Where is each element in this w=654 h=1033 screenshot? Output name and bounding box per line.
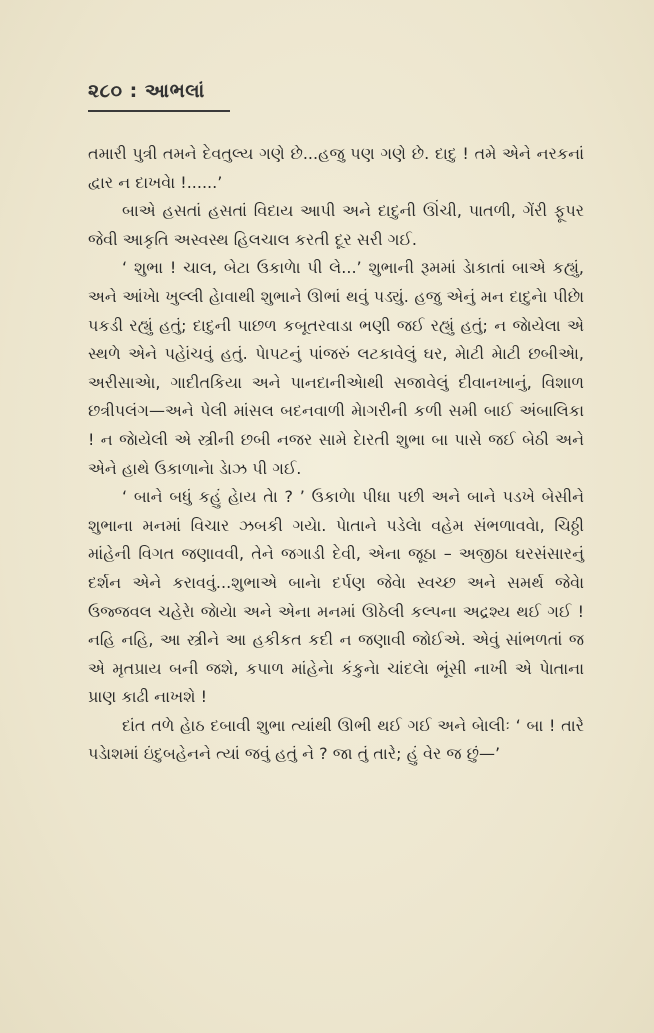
page-number: ૨૮૦ [88,80,123,102]
running-header [88,80,205,102]
paragraph: ‘ બાને બધું કહું હેાય તેા ? ’ ઉકાળેા પીધા પછી અને બાને પડખે બેસીને શુભાના મનમાં વિચાર ઝબકી ગયેા. પેાતાને પડેલેા વહેમ સંભળાવવેા, ચિઠ્ઠી માંહેની વિગત જણાવવી, તેને જગાડી દેવી, એના જૂઠા – અજીઠા ઘરસંસારનું દર્શન એને કરાવવું...શુભાએ બાનેા દર્પણ જેવેા સ્વચ્છ અને સમર્થ જેવેા ઉજ્જવલ ચહેરેા જેાયેા અને એના મનમાં ઊઠેલી કલ્પના અદ્રશ્ય થઈ ગઈ ! નહિ નહિ, આ સ્ત્રીને આ હકીકત કદી ન જણાવી જોઈએ. એવું સાંભળતાં જ એ મૃતપ્રાય બની જશે, કપાળ માંહેનેા કંકુનેા ચાંદલેા ભૂંસી નાખી એ પેાતાના પ્રાણ કાઢી નાખશે ! [88,487,584,707]
body-text [88,140,584,769]
header-underline [88,110,230,112]
header-separator: : [129,80,138,102]
paragraph: તમારી પુત્રી તમને દેવતુલ્ય ગણે છે...હજુ પણ ગણે છે. દાદુ ! તમે એને નરકનાં દ્વાર ન દાખવેા !......’ [88,144,584,192]
paragraph: ‘ શુભા ! ચાલ, બેટા ઉકાળેા પી લે...’ શુભાની રૂમમાં ડેાકાતાં બાએ કહ્યું, અને આંખેા ખુલ્લી હેાવાથી શુભાને ઊભાં થવું પડ્યું. હજુ એનું મન દાદુનેા પીછેા પકડી રહ્યું હતું; દાદુની પાછળ કબૂતરવાડા ભણી જઈ રહ્યું હતું; ન જેાયેલા એ સ્થળે એને પહેાંચવું હતું. પેાપટનું પાંજરું લટકાવેલું ઘર, મેાટી મેાટી છબીએા, અરીસાએા, ગાદીતકિયા અને પાનદાનીએાથી સજાવેલું દીવાનખાનું, વિશાળ છત્રીપલંગ—અને પેલી માંસલ બદનવાળી મેાગરીની કળી સમી બાઈ અંબાલિકા ! ન જેાયેલી એ સ્ત્રીની છબી નજર સામે દેારતી શુભા બા પાસે જઈ બેઠી અને એને હાથે ઉકાળાનેા ડેાઝ પી ગઈ. [88,258,584,478]
paragraph: બાએ હસતાં હસતાં વિદાય આપી અને દાદુની ઊંચી, પાતળી, ગેંરી ફૂપર જેવી આકૃતિ અસ્વસ્થ હિલચાલ કરતી દૂર સરી ગઈ. [88,201,584,249]
book-title: આભલાં [144,80,205,102]
paragraph: દાંત તળે હેાઠ દબાવી શુભા ત્યાંથી ઊભી થઈ ગઈ અને બેાલીઃ ‘ બા ! તારે પડેાશમાં ઇંદુબહેનને ત્યાં જવું હતું ને ? જા તું તારે; હું વેર જ છું—’ [88,715,584,764]
